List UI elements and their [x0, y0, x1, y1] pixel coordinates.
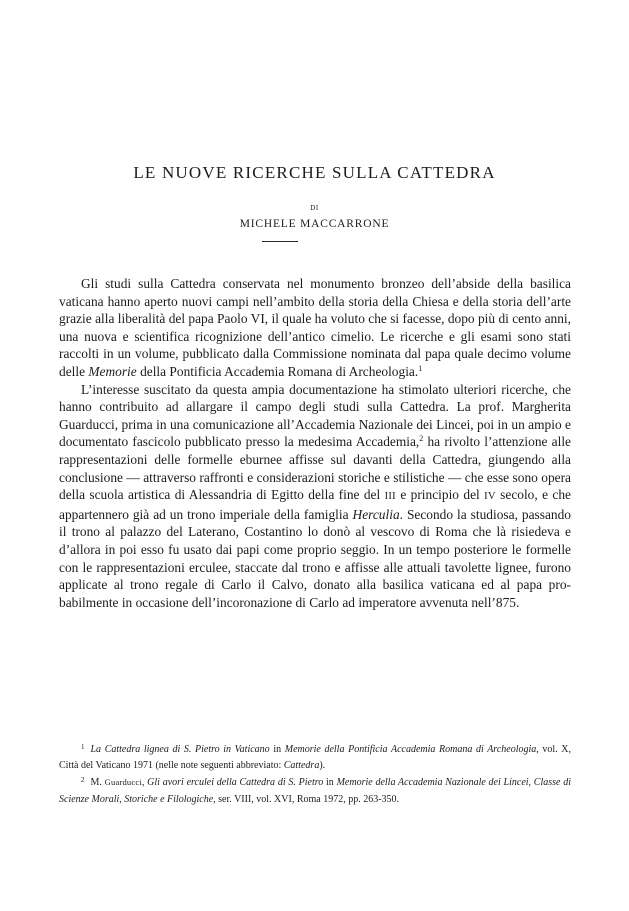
title-divider: [262, 241, 298, 242]
footnotes: [59, 742, 571, 808]
footnote-ref-2: 2: [419, 434, 424, 444]
footnote-2: $^2$ M. Guarducci, Gli avori erculei della Cattedra di S. Pietro in Memorie della Accademia Nazionale dei Lincei, Classe di Scienze Morali, Storiche e Filologiche, ser. VIII, vol. XVI, Roma 1972, pp. 263-350.: [59, 776, 572, 805]
article-author: MICHELE MACCARRONE: [239, 218, 390, 230]
author-preposition: DI: [310, 204, 319, 212]
article-body: [59, 275, 571, 611]
article-title: LE NUOVE RICERCHE SULLA CATTEDRA: [133, 163, 496, 182]
footnote-1: $^1$ La Cattedra lignea di S. Pietro in Vaticano in Memorie della Pontificia Accademia Romana di Archeologia, vol. X, Città del Vaticano 1971 (nelle note seguenti abbreviato: Cattedra).: [59, 743, 572, 772]
body-paragraph-2: L’interesse suscitato da questa ampia documentazione ha stimolato ulteriori ricerche, che hanno contribuito ad allargare il campo degli studi sulla Cattedra. La prof. Margherita Guarducci, prima in una comunicazione all’Accademia Nazionale dei Lincei, poi in un ampio e documentato fascicolo pubblicato presso la medesima Accademia,$^2$ ha rivolto l’attenzione alle rappresentazioni delle formelle eburnee affisse sul davanti della Cattedra, giungendo alla conclusione — attraverso raffronti e considerazioni storiche e stilistiche — che esse sono opera della scuola artistica di Alessandria di Egitto della fine del III e principio del IV secolo, e che appartennero già ad un trono imperiale della famiglia Herculia. Secondo la studiosa, passando il trono al palazzo del Laterano, Costantino lo donò al vescovo di Roma che là risiedeva e d’allora in poi esso fu usato dai papi come proprio seggio. In un tempo posteriore le formelle con le rappresentazioni erculee, staccate dal trono e affisse alle attuali tavolette lignee, furono applicate al trono regale di Carlo il Calvo, donato alla basilica vaticana ed al papa probabilmente in occasione dell’incoronazione di Carlo ad imperatore avvenuta nell’875.: [59, 381, 571, 610]
footnote-ref-1: 1: [418, 363, 423, 373]
body-paragraph-1: Gli studi sulla Cattedra conservata nel monumento bronzeo dell’abside della basilica vaticana hanno aperto nuovi campi nell’ambito della storia della Chiesa e della storia dell’arte grazie alla liberalità del papa Paolo VI, il quale ha voluto che si facesse, dopo più di cento anni, una nuova e scientifica ricognizione dell’antico cimelio. Le ricerche e gli esami sono stati raccolti in un volume, pubblicato dalla Commissione nominata dal papa quale decimo volume delle Memorie della Pontificia Accademia Romana di Archeologia.$^1$: [59, 276, 571, 379]
